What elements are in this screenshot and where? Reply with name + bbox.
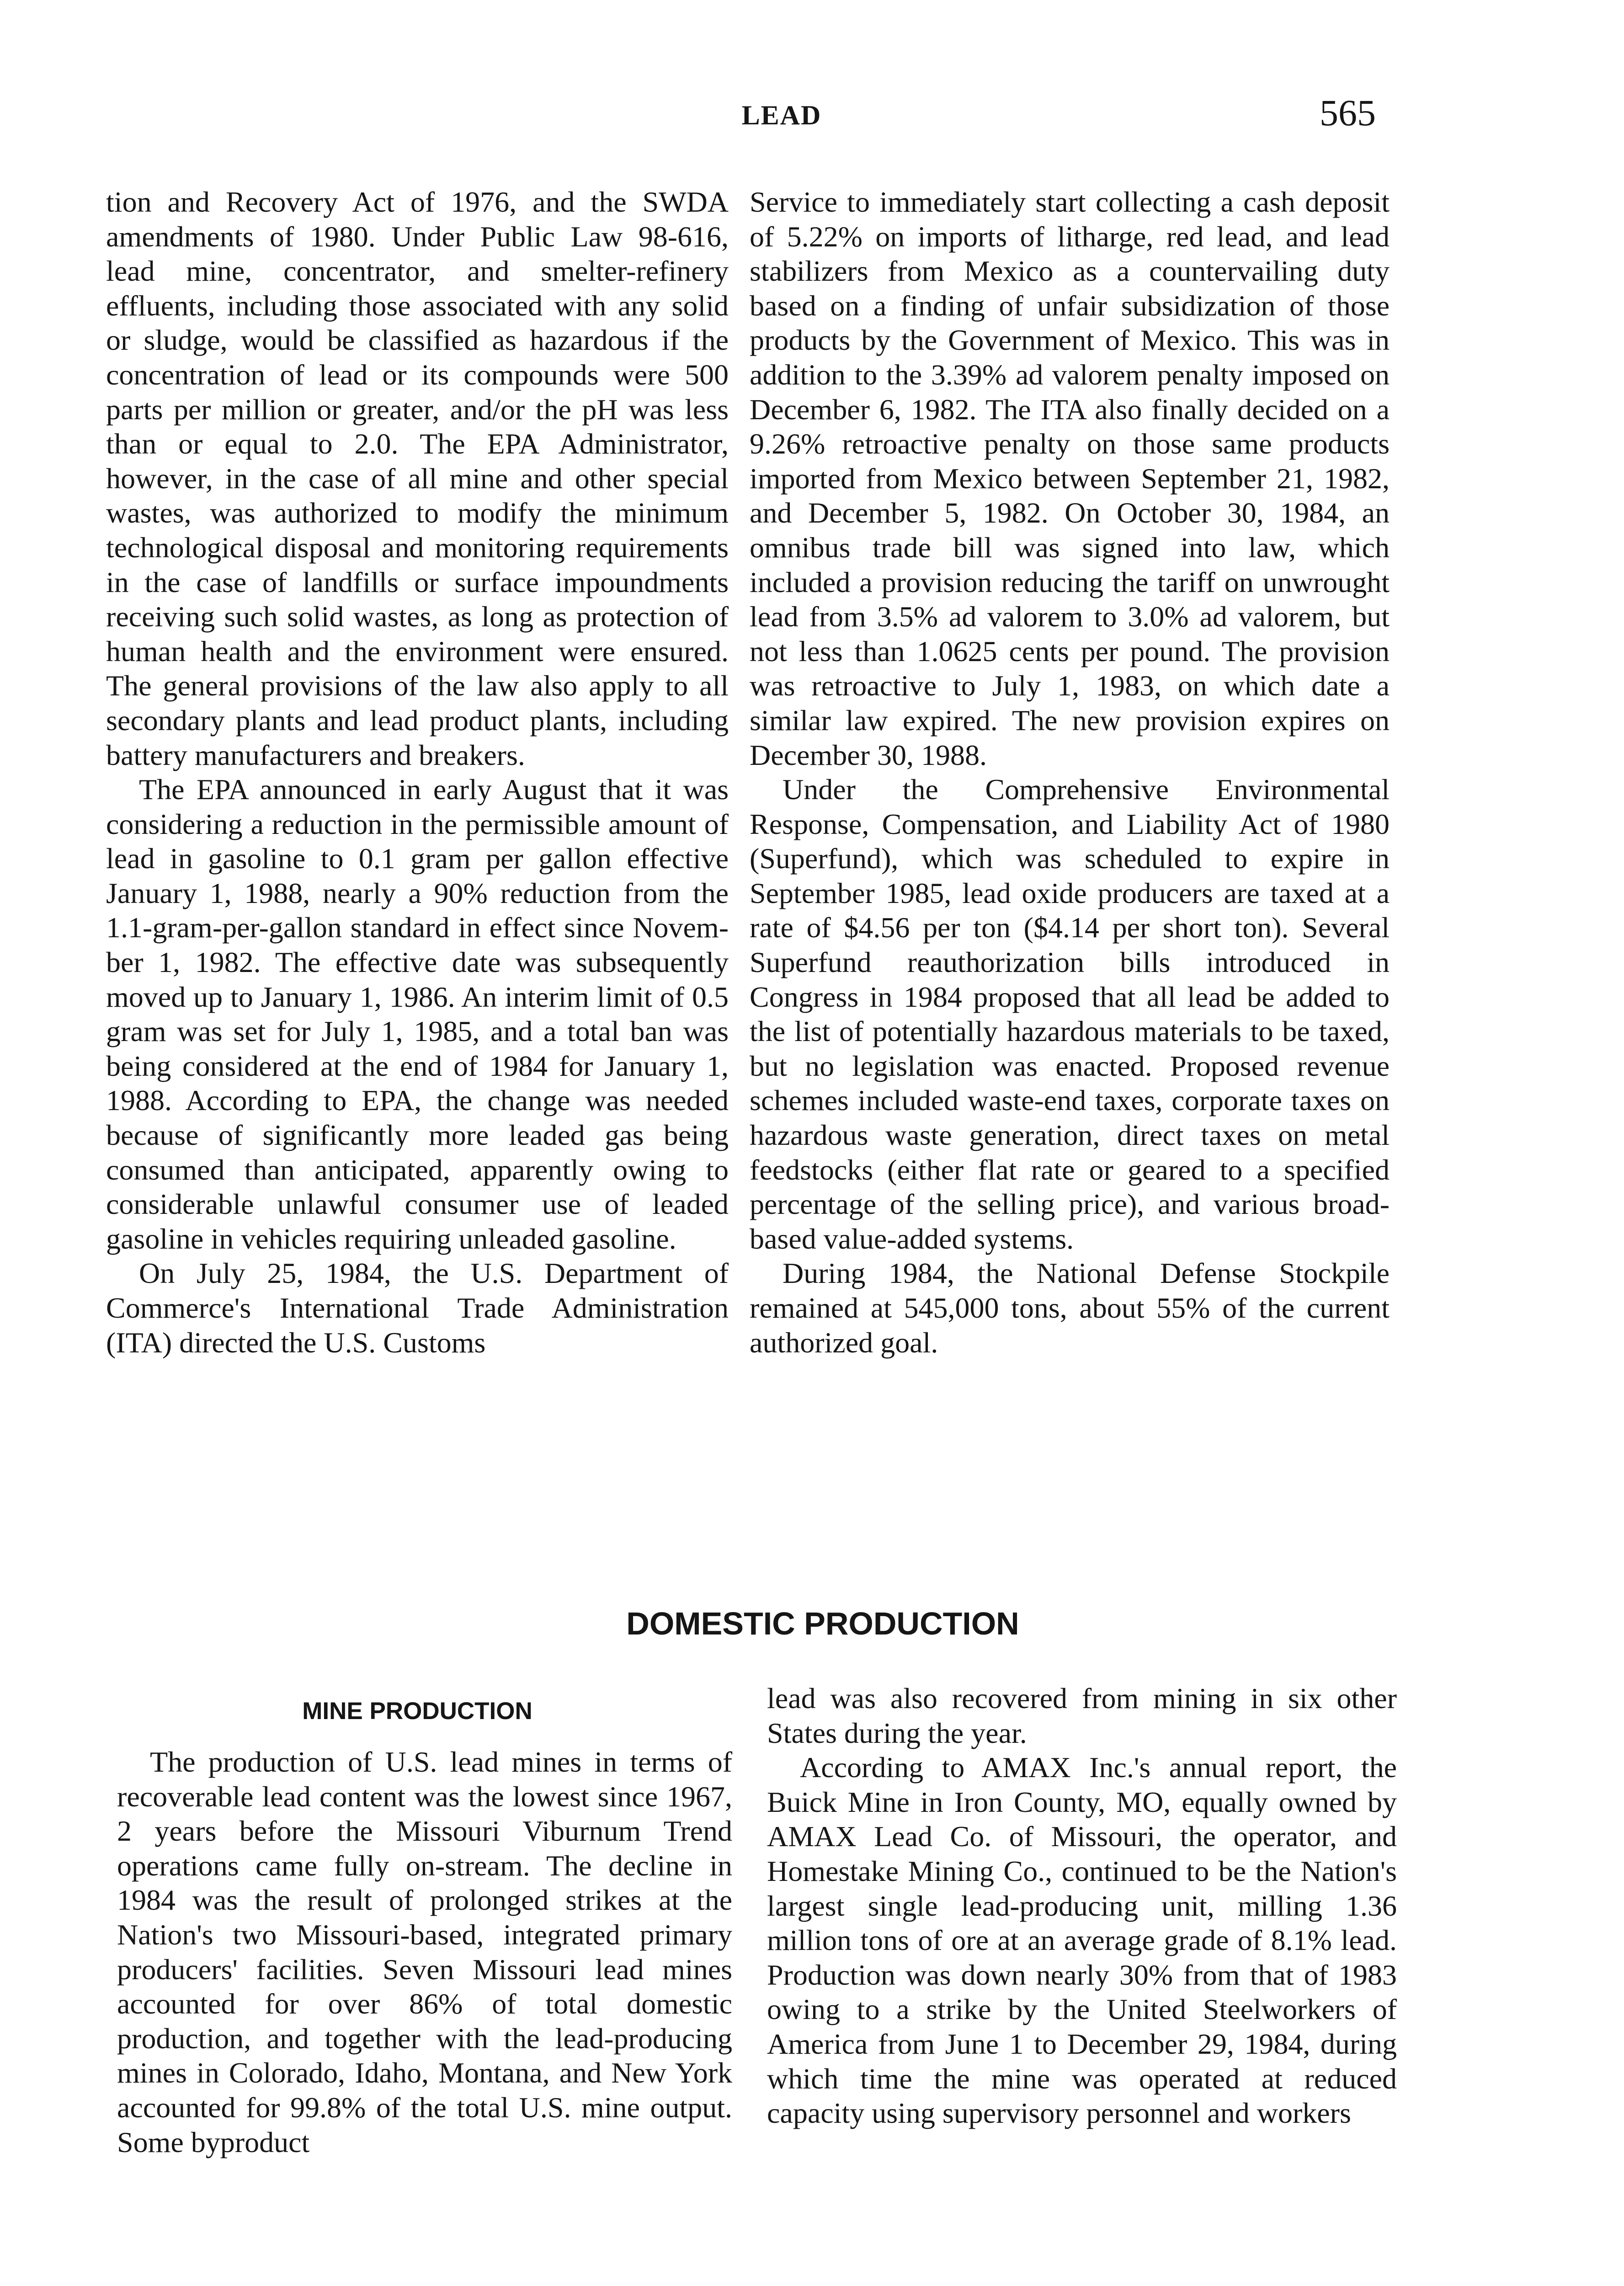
column-right-top bbox=[750, 185, 1390, 1360]
paragraph: During 1984, the National Defense Stockpile remained at 545,000 tons, about 55% of the current authorized goal. bbox=[750, 1257, 1390, 1359]
paragraph: tion and Recovery Act of 1976, and the SWDA amendments of 1980. Under Public Law 98-616, lead mine, concentrator, and smelter-refinery effluents, including those associated with any solid or sludge, would be classified as hazardous if the concentration of lead or its compounds were 500 parts per million or greater, and/or the pH was less than or equal to 2.0. The EPA Administrator, however, in the case of all mine and other special wastes, was authorized to modify the minimum technological disposal and monitoring requirements in the case of landfills or surface impoundments receiving such solid wastes, as long as protection of human health and the environment were ensured. The general provisions of the law also apply to all secondary plants and lead product plants, including battery manufacturers and breakers. bbox=[106, 186, 729, 771]
column-right-bottom bbox=[767, 1681, 1397, 2131]
running-header-title: LEAD bbox=[741, 100, 822, 130]
subsection-heading: MINE PRODUCTION bbox=[302, 1698, 532, 1725]
paragraph: According to AMAX Inc.'s annual report, the Buick Mine in Iron County, MO, equally owned by AMAX Lead Co. of Missouri, the operator, and Homestake Mining Co., continued to be the Nation's largest single lead-producing unit, milling 1.36 million tons of ore at an average grade of 8.1% lead. Production was down nearly 30% from that of 1983 owing to a strike by the United Steelworkers of America from June 1 to December 29, 1984, during which time the mine was operated at reduced capacity using supervisory personnel and workers bbox=[767, 1751, 1397, 2130]
paragraph: The EPA announced in early August that it was considering a reduction in the permissible amount of lead in gasoline to 0.1 gram per gallon effective January 1, 1988, nearly a 90% reduction from the 1.1-gram-per-gallon standard in effect since November 1, 1982. The effective date was subsequently moved up to January 1, 1986. An interim limit of 0.5 gram was set for July 1, 1985, and a total ban was being considered at the end of 1984 for January 1, 1988. According to EPA, the change was needed because of significantly more leaded gas being consumed than anticipated, apparently owing to considerable unlawful consumer use of leaded gasoline in vehicles requiring unleaded gasoline. bbox=[106, 773, 729, 1255]
page-number: 565 bbox=[1320, 92, 1376, 134]
column-left-bottom bbox=[117, 1745, 732, 2159]
paragraph: Service to immediately start collecting a cash deposit of 5.22% on imports of litharge, red lead, and lead stabilizers from Mexico as a countervailing duty based on a finding of unfair subsidization of those products by the Government of Mexico. This was in addition to the 3.39% ad valorem penalty imposed on December 6, 1982. The ITA also finally decided on a 9.26% retroactive penalty on those same products imported from Mexico between September 21, 1982, and December 5, 1982. On October 30, 1984, an omnibus trade bill was signed into law, which included a provision reducing the tariff on unwrought lead from 3.5% ad valorem to 3.0% ad valorem, but not less than 1.0625 cents per pound. The provision was retroactive to July 1, 1983, on which date a similar law expired. The new provision expires on December 30, 1988. bbox=[750, 186, 1390, 771]
paragraph: The production of U.S. lead mines in terms of recoverable lead content was the lowest since 1967, 2 years before the Missouri Viburnum Trend operations came fully on-stream. The decline in 1984 was the result of prolonged strikes at the Nation's two Missouri-based, integrated primary producers' facilities. Seven Missouri lead mines accounted for over 86% of total domestic production, and together with the lead-producing mines in Colorado, Idaho, Montana, and New York accounted for 99.8% of the total U.S. mine output. Some byproduct bbox=[117, 1746, 732, 2158]
paragraph: Under the Comprehensive Environmental Response, Compensation, and Liability Act of 1980 (Superfund), which was scheduled to expire in September 1985, lead oxide producers are taxed at a rate of $4.56 per ton ($4.14 per short ton). Several Superfund reauthorization bills introduced in Congress in 1984 proposed that all lead be added to the list of potentially hazardous materials to be taxed, but no legislation was enacted. Proposed revenue schemes included waste-end taxes, corporate taxes on hazardous waste generation, direct taxes on metal feedstocks (either flat rate or geared to a specified percentage of the selling price), and various broad-based value-added systems. bbox=[750, 773, 1390, 1255]
section-heading: DOMESTIC PRODUCTION bbox=[626, 1606, 1019, 1641]
column-left-top bbox=[106, 185, 729, 1360]
paragraph: lead was also recovered from mining in six other States during the year. bbox=[767, 1682, 1397, 1749]
paragraph: On July 25, 1984, the U.S. Department of Commerce's International Trade Administration (ITA) directed the U.S. Customs bbox=[106, 1257, 729, 1359]
